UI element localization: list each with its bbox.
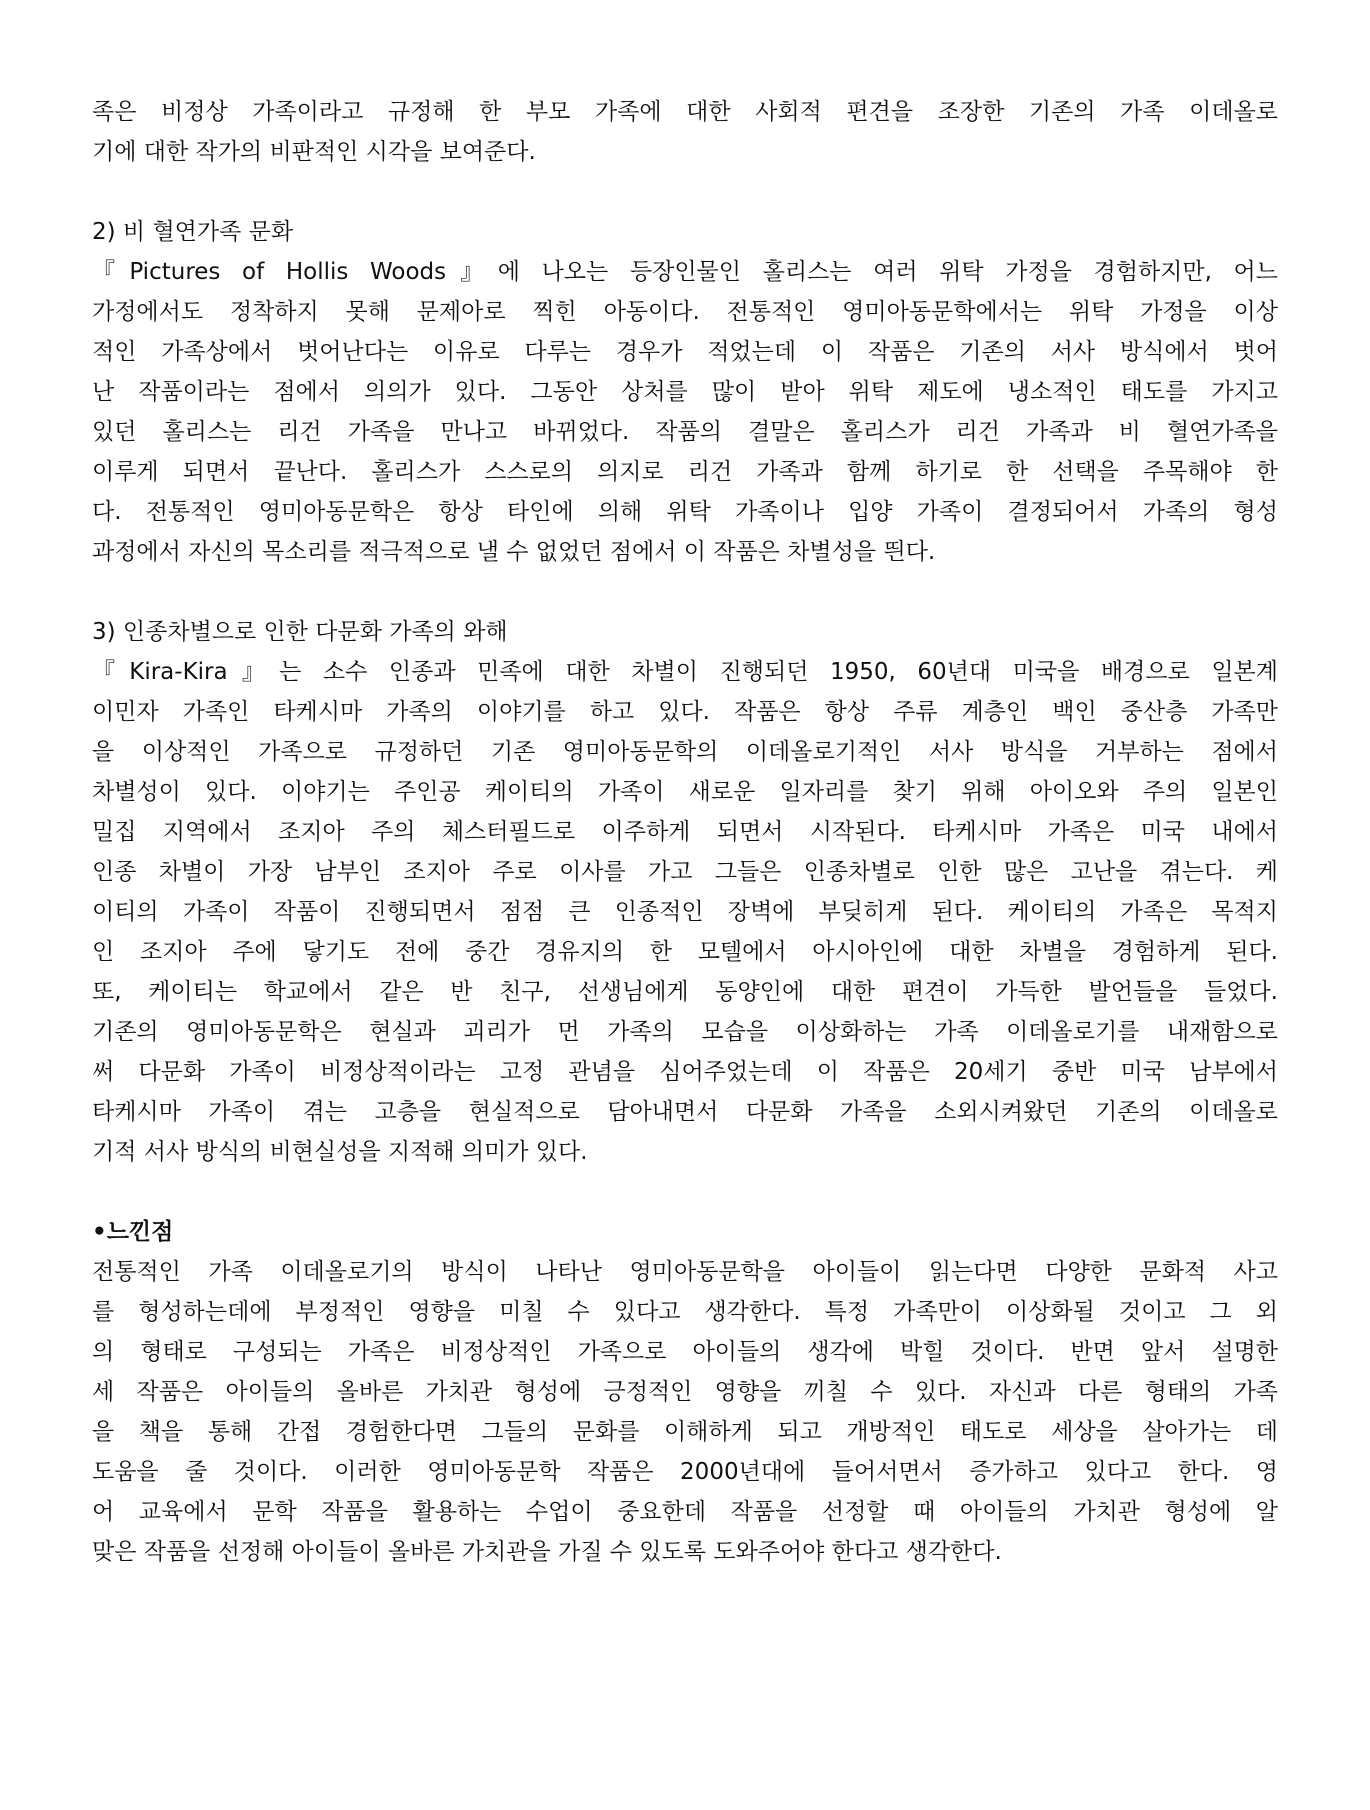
paragraph-line: 가정에서도 정착하지 못해 문제아로 찍힌 아동이다. 전통적인 영미아동문학에서는 위탁 가정을 이상 xyxy=(92,299,1278,325)
paragraph-line: 밀집 지역에서 조지아 주의 체스터필드로 이주하게 되면서 시작된다. 타케시마 가족은 미국 내에서 xyxy=(92,819,1278,845)
section-2-heading: 2) 비 혈연가족 문화 xyxy=(92,219,294,245)
paragraph-line: 차별성이 있다. 이야기는 주인공 케이티의 가족이 새로운 일자리를 찾기 위해 아이오와 주의 일본인 xyxy=(92,779,1278,805)
paragraph-line: 있던 홀리스는 리건 가족을 만나고 바뀌었다. 작품의 결말은 홀리스가 리건 가족과 비 혈연가족을 xyxy=(92,419,1278,445)
paragraph-line: 족은 비정상 가족이라고 규정해 한 부모 가족에 대한 사회적 편견을 조장한 기존의 가족 이데올로 xyxy=(92,99,1278,125)
paragraph-line: 이민자 가족인 타케시마 가족의 이야기를 하고 있다. 작품은 항상 주류 계층인 백인 중산층 가족만 xyxy=(92,699,1278,725)
paragraph-line: 도움을 줄 것이다. 이러한 영미아동문학 작품은 2000년대에 들어서면서 증가하고 있다고 한다. 영 xyxy=(92,1459,1278,1485)
paragraph-line: 『Kira-Kira』는 소수 인종과 민족에 대한 차별이 진행되던 1950, 60년대 미국을 배경으로 일본계 xyxy=(92,659,1278,685)
paragraph-line: 이루게 되면서 끝난다. 홀리스가 스스로의 의지로 리건 가족과 함께 하기로 한 선택을 주목해야 한 xyxy=(92,459,1278,485)
paragraph-line: 어 교육에서 문학 작품을 활용하는 수업이 중요한데 작품을 선정할 때 아이들의 가치관 형성에 알 xyxy=(92,1499,1278,1525)
paragraph-line: 이티의 가족이 작품이 진행되면서 점점 큰 인종적인 장벽에 부딪히게 된다. 케이티의 가족은 목적지 xyxy=(92,899,1278,925)
paragraph-line: 다. 전통적인 영미아동문학은 항상 타인에 의해 위탁 가족이나 입양 가족이 결정되어서 가족의 형성 xyxy=(92,499,1278,525)
paragraph-line: 의 형태로 구성되는 가족은 비정상적인 가족으로 아이들의 생각에 박힐 것이다. 반면 앞서 설명한 xyxy=(92,1339,1278,1365)
reflection-heading: •느낀점 xyxy=(92,1219,174,1245)
section-2 xyxy=(92,212,1278,572)
paragraph-line: 전통적인 가족 이데올로기의 방식이 나타난 영미아동문학을 아이들이 읽는다면 다양한 문화적 사고 xyxy=(92,1259,1278,1285)
reflection-section xyxy=(92,1212,1278,1572)
section-3 xyxy=(92,612,1278,1172)
paragraph-line: 또, 케이티는 학교에서 같은 반 친구, 선생님에게 동양인에 대한 편견이 가득한 발언들을 들었다. xyxy=(92,979,1278,1005)
paragraph-line: 세 작품은 아이들의 올바른 가치관 형성에 긍정적인 영향을 끼칠 수 있다. 자신과 다른 형태의 가족 xyxy=(92,1379,1278,1405)
intro-paragraph xyxy=(92,92,1278,172)
paragraph-line: 적인 가족상에서 벗어난다는 이유로 다루는 경우가 적었는데 이 작품은 기존의 서사 방식에서 벗어 xyxy=(92,339,1278,365)
paragraph-line: 맞은 작품을 선정해 아이들이 올바른 가치관을 가질 수 있도록 도와주어야 한다고 생각한다. xyxy=(92,1539,1002,1565)
paragraph-line: 기존의 영미아동문학은 현실과 괴리가 먼 가족의 모습을 이상화하는 가족 이데올로기를 내재함으로 xyxy=(92,1019,1278,1045)
document-page xyxy=(92,92,1278,1572)
paragraph-line: 『Pictures of Hollis Woods』에 나오는 등장인물인 홀리스는 여러 위탁 가정을 경험하지만, 어느 xyxy=(92,259,1278,285)
paragraph-line: 를 형성하는데에 부정적인 영향을 미칠 수 있다고 생각한다. 특정 가족만이 이상화될 것이고 그 외 xyxy=(92,1299,1278,1325)
paragraph-line: 난 작품이라는 점에서 의의가 있다. 그동안 상처를 많이 받아 위탁 제도에 냉소적인 태도를 가지고 xyxy=(92,379,1278,405)
paragraph-line: 인종 차별이 가장 남부인 조지아 주로 이사를 가고 그들은 인종차별로 인한 많은 고난을 겪는다. 케 xyxy=(92,859,1278,885)
paragraph-line: 을 책을 통해 간접 경험한다면 그들의 문화를 이해하게 되고 개방적인 태도로 세상을 살아가는 데 xyxy=(92,1419,1278,1445)
paragraph-line: 써 다문화 가족이 비정상적이라는 고정 관념을 심어주었는데 이 작품은 20세기 중반 미국 남부에서 xyxy=(92,1059,1278,1085)
paragraph-line: 인 조지아 주에 닿기도 전에 중간 경유지의 한 모텔에서 아시아인에 대한 차별을 경험하게 된다. xyxy=(92,939,1278,965)
paragraph-line: 과정에서 자신의 목소리를 적극적으로 낼 수 없었던 점에서 이 작품은 차별성을 띈다. xyxy=(92,539,936,565)
paragraph-line: 을 이상적인 가족으로 규정하던 기존 영미아동문학의 이데올로기적인 서사 방식을 거부하는 점에서 xyxy=(92,739,1278,765)
paragraph-line: 타케시마 가족이 겪는 고층을 현실적으로 담아내면서 다문화 가족을 소외시켜왔던 기존의 이데올로 xyxy=(92,1099,1278,1125)
paragraph-line: 기에 대한 작가의 비판적인 시각을 보여준다. xyxy=(92,139,536,165)
section-3-heading: 3) 인종차별으로 인한 다문화 가족의 와해 xyxy=(92,619,508,645)
paragraph-line: 기적 서사 방식의 비현실성을 지적해 의미가 있다. xyxy=(92,1139,588,1165)
